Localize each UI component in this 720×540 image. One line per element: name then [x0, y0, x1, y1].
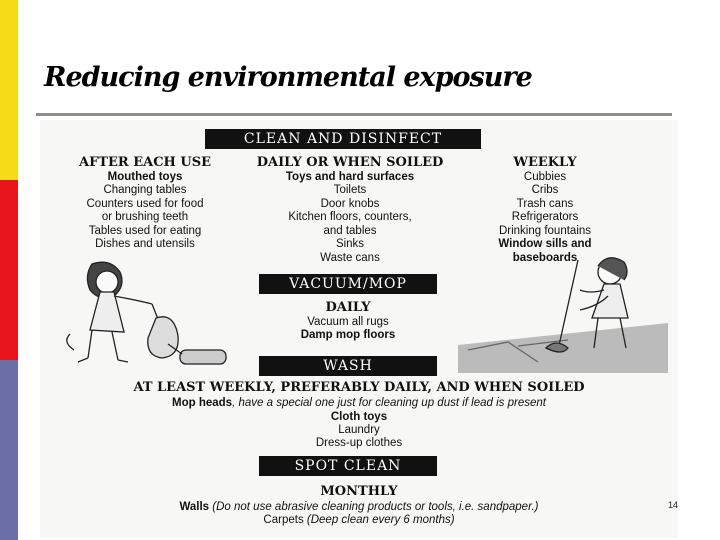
- list-item: Sinks: [335, 238, 365, 250]
- vacuum-daily-heading: DAILY: [325, 300, 371, 315]
- wash-mop-line: [40, 397, 678, 409]
- walls-note: (Do not use abrasive cleaning products or tools, i.e. sandpaper.): [209, 501, 539, 513]
- accent-bar-purple: [0, 360, 18, 540]
- spot-carpets-line: [40, 514, 678, 526]
- clean-disinfect-banner: CLEAN AND DISINFECT: [205, 129, 481, 149]
- after-each-use-heading: AFTER EACH USE: [78, 155, 211, 170]
- list-item: Vacuum all rugs: [307, 315, 389, 328]
- list-item: Refrigerators: [511, 211, 579, 223]
- list-item: Kitchen floors, counters,: [288, 211, 412, 223]
- list-item: and tables: [323, 224, 377, 237]
- list-item: or brushing teeth: [101, 211, 189, 223]
- list-item: Door knobs: [320, 197, 380, 210]
- list-item: Mouthed toys: [107, 170, 183, 183]
- mop-girl-illustration: [458, 250, 668, 375]
- spot-monthly-heading: MONTHLY: [320, 484, 398, 499]
- wash-mop-note: , have a special one just for cleaning up dust if lead is present: [232, 397, 546, 409]
- carpets-note: (Deep clean every 6 months): [303, 514, 455, 526]
- slide-title: Reducing environmental exposure: [44, 62, 532, 93]
- weekly-heading: WEEKLY: [513, 155, 577, 170]
- vacuum-daily-column: [259, 301, 437, 343]
- vacuum-girl-illustration: [52, 254, 252, 374]
- list-item: Laundry: [338, 424, 380, 436]
- list-item: Drinking fountains: [498, 224, 592, 237]
- weekly-column: [480, 156, 610, 265]
- walls-label: Walls: [179, 501, 210, 513]
- vacuum-mop-banner: VACUUM/MOP: [259, 274, 437, 294]
- wash-mop-label: Mop heads: [172, 397, 233, 409]
- list-item: baseboards: [512, 251, 578, 264]
- list-item: Damp mop floors: [300, 329, 396, 341]
- list-item: Cribs: [531, 184, 559, 196]
- list-item: Dishes and utensils: [95, 238, 195, 250]
- list-item: Trash cans: [516, 197, 574, 210]
- page-number: 14: [667, 500, 678, 510]
- after-each-use-column: [60, 156, 230, 252]
- list-item: Dress-up clothes: [315, 437, 403, 449]
- wash-banner: WASH: [259, 356, 437, 376]
- daily-or-soiled-column: [235, 156, 465, 265]
- list-item: Cloth toys: [330, 411, 388, 423]
- accent-bar-red: [0, 180, 18, 360]
- wash-heading: AT LEAST WEEKLY, PREFERABLY DAILY, AND WHEN SOILED: [133, 380, 585, 395]
- list-item: Counters used for food: [86, 197, 204, 210]
- accent-bar-yellow: [0, 0, 18, 180]
- list-item: Cubbies: [523, 170, 567, 183]
- title-divider: [36, 113, 672, 116]
- list-item: Tables used for eating: [88, 224, 202, 237]
- list-item: Window sills and: [498, 238, 592, 250]
- carpets-label: Carpets: [263, 514, 304, 526]
- daily-or-soiled-heading: DAILY OR WHEN SOILED: [256, 155, 444, 170]
- spot-clean-banner: SPOT CLEAN: [259, 456, 437, 476]
- list-item: Toys and hard surfaces: [285, 170, 415, 183]
- list-item: Toilets: [333, 184, 367, 196]
- cleaning-schedule-poster: [40, 120, 678, 538]
- spot-walls-line: [40, 501, 678, 513]
- list-item: Changing tables: [103, 184, 187, 196]
- list-item: Waste cans: [320, 251, 380, 264]
